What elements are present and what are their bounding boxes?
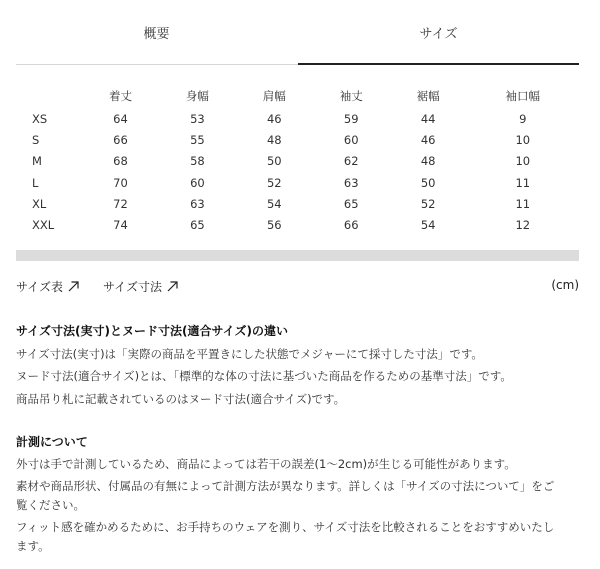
- column-header: 身幅: [185, 89, 209, 103]
- table-cell: 54: [266, 196, 282, 211]
- table-row: [16, 129, 579, 150]
- table-cell: 48: [420, 154, 436, 169]
- table-cell: 12: [515, 218, 531, 233]
- size-difference-line: ヌード寸法(適合サイズ)とは、「標準的な体の寸法に基づいた商品を作るための基準寸法」です。: [16, 369, 512, 383]
- table-cell: 63: [343, 175, 359, 190]
- tab-bar: [16, 0, 579, 66]
- table-cell: 46: [420, 132, 436, 147]
- table-row: [16, 193, 579, 214]
- table-cell: 10: [515, 154, 531, 169]
- size-dimensions-link[interactable]: [103, 278, 179, 295]
- size-label: XXL: [32, 218, 55, 233]
- table-cell: 11: [515, 175, 531, 190]
- table-cell: 10: [515, 132, 531, 147]
- table-cell: 64: [113, 111, 128, 126]
- size-difference-line: サイズ寸法(実寸)は「実際の商品を平置きにした状態でメジャーにて採寸した寸法」です。: [16, 347, 483, 361]
- table-cell: 68: [113, 154, 128, 169]
- table-cell: 53: [190, 111, 205, 126]
- column-header: 肩幅: [262, 89, 286, 103]
- tab-active-indicator: [298, 63, 579, 65]
- size-difference-line: 商品吊り札に記載されているのはヌード寸法(適合サイズ)です。: [16, 392, 346, 406]
- table-cell: 52: [266, 175, 282, 190]
- table-row: [16, 214, 579, 235]
- horizontal-scrollbar[interactable]: [16, 250, 579, 261]
- column-header: 袖丈: [339, 89, 363, 103]
- table-cell: 48: [266, 132, 282, 147]
- table-cell: 46: [266, 111, 282, 126]
- table-row: [16, 172, 579, 193]
- table-cell: 60: [190, 175, 205, 190]
- table-cell: 55: [190, 132, 205, 147]
- column-header: 袖口幅: [505, 89, 541, 103]
- table-cell: 74: [113, 218, 128, 233]
- table-cell: 62: [343, 154, 359, 169]
- table-cell: 54: [420, 218, 436, 233]
- table-cell: 44: [420, 111, 436, 126]
- table-cell: 50: [420, 175, 436, 190]
- external-arrow-icon: [67, 280, 80, 293]
- measurement-line: 素材や商品形状、付属品の有無によって計測方法が異なります。詳しくは「サイズの寸法について」をご: [16, 479, 555, 493]
- column-header: 着丈: [108, 89, 132, 103]
- column-header: 裾幅: [416, 89, 440, 103]
- tab-size[interactable]: サイズ: [419, 26, 458, 42]
- size-label: L: [32, 175, 39, 190]
- table-cell: 72: [113, 196, 128, 211]
- measurement-line: フィット感を確かめるために、お手持ちのウェアを測り、サイズ寸法を比較されることをおすすめいたし: [16, 520, 555, 534]
- table-cell: 11: [515, 196, 531, 211]
- size-table: [16, 84, 579, 236]
- size-label: S: [32, 132, 40, 147]
- table-cell: 60: [343, 132, 359, 147]
- table-cell: 66: [343, 218, 359, 233]
- table-cell: 9: [519, 111, 527, 126]
- size-label: XS: [32, 111, 48, 126]
- table-cell: 56: [266, 218, 282, 233]
- table-header-row: [16, 84, 579, 108]
- table-cell: 70: [113, 175, 128, 190]
- table-row: [16, 108, 579, 129]
- tab-overview[interactable]: 概要: [143, 26, 170, 42]
- table-cell: 52: [420, 196, 436, 211]
- table-cell: 63: [190, 196, 205, 211]
- measurement-line: 覧ください。: [16, 498, 85, 512]
- measurement-line: ます。: [16, 539, 50, 553]
- table-cell: 65: [190, 218, 205, 233]
- table-row: [16, 151, 579, 172]
- size-difference-title: サイズ寸法(実寸)とヌード寸法(適合サイズ)の違い: [16, 324, 289, 338]
- table-cell: 58: [190, 154, 205, 169]
- size-dimensions-link-label: サイズ寸法: [103, 280, 163, 294]
- size-chart-link-label: サイズ表: [16, 280, 64, 294]
- table-cell: 59: [343, 111, 359, 126]
- size-label: M: [32, 154, 42, 169]
- unit-label: (cm): [551, 278, 579, 292]
- table-cell: 66: [113, 132, 128, 147]
- table-cell: 50: [266, 154, 282, 169]
- measurement-title: 計測について: [16, 435, 88, 449]
- table-cell: 65: [343, 196, 359, 211]
- size-chart-link[interactable]: [16, 278, 80, 295]
- measurement-line: 外寸は手で計測しているため、商品によっては若干の誤差(1〜2cm)が生じる可能性があります。: [16, 457, 516, 471]
- size-label: XL: [32, 196, 47, 211]
- external-arrow-icon: [166, 280, 179, 293]
- table-corner-cell: [16, 84, 82, 108]
